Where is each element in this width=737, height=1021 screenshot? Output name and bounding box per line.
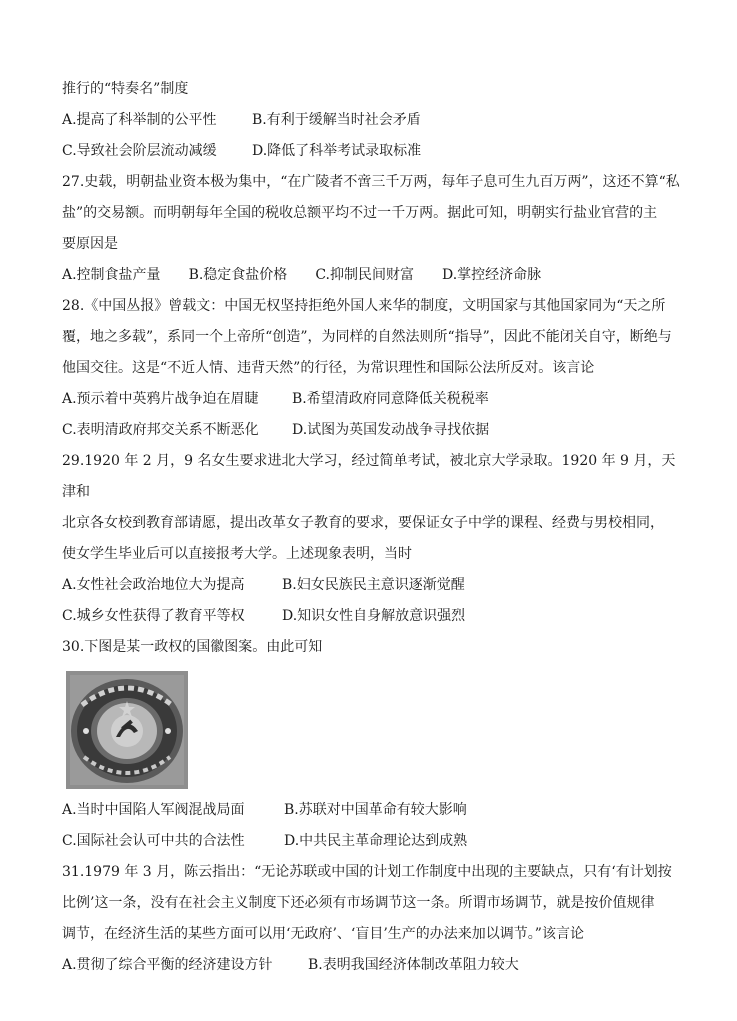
q29-options-row-2 <box>62 601 682 632</box>
question-31 <box>62 857 682 981</box>
q30-option-c[interactable]: C.国际社会认可中共的合法性 <box>62 833 245 849</box>
q30-stem: 30.下图是某一政权的国徽图案。由此可知 <box>62 639 323 655</box>
q29-option-d[interactable]: D.知识女性自身解放意识强烈 <box>282 608 466 624</box>
q28-stem-line-3: 他国交往。这是“不近人情、违背天然”的行径，为常识理性和国际公法所反对。该言论 <box>62 360 595 376</box>
q30-options-row-2 <box>62 826 682 857</box>
q26-options-row-2 <box>62 136 682 167</box>
q29-options-row-1 <box>62 570 682 601</box>
q27-stem-line-1: 27.史载，明朝盐业资本极为集中，“在广陵者不啻三千万两，每年子息可生九百万两”，这还不算“私 <box>62 174 680 190</box>
question-29 <box>62 446 682 632</box>
q29-option-b[interactable]: B.妇女民族民主意识逐渐觉醒 <box>282 577 465 593</box>
q27-option-c[interactable]: C.抑制民间财富 <box>315 267 414 283</box>
q31-option-a[interactable]: A.贯彻了综合平衡的经济建设方针 <box>62 957 273 973</box>
q28-option-c[interactable]: C.表明清政府邦交关系不断恶化 <box>62 422 259 438</box>
question-28 <box>62 291 682 446</box>
q27-stem-line-2: 盐”的交易额。而明朝每年全国的税收总额平均不过一千万两。据此可知，明朝实行盐业官营的主 <box>62 205 658 221</box>
q26-option-c[interactable]: C.导致社会阶层流动减缓 <box>62 143 217 159</box>
q31-options-row-1 <box>62 950 682 981</box>
q29-option-a[interactable]: A.女性社会政治地位大为提高 <box>62 577 245 593</box>
q30-option-b[interactable]: B.苏联对中国革命有较大影响 <box>284 802 467 818</box>
q28-option-d[interactable]: D.试图为英国发动战争寻找依据 <box>292 422 490 438</box>
q28-stem-line-1: 28.《中国丛报》曾载文：中国无权坚持拒绝外国人来华的制度，文明国家与其他国家同为“天之所 <box>62 298 666 314</box>
q31-option-b[interactable]: B.表明我国经济体制改革阻力较大 <box>308 957 519 973</box>
q27-options <box>62 260 682 291</box>
q27-option-d[interactable]: D.掌控经济命脉 <box>441 267 542 283</box>
q30-option-a[interactable]: A.当时中国陷人军阀混战局面 <box>62 802 245 818</box>
q26-stem-tail: 推行的“特奏名”制度 <box>62 81 189 97</box>
q28-options-row-2 <box>62 415 682 446</box>
q30-options-row-1 <box>62 795 682 826</box>
q27-stem-line-3: 要原因是 <box>62 236 118 252</box>
national-emblem-image <box>66 671 188 789</box>
q31-stem-line-1: 31.1979 年 3 月，陈云指出：“无论苏联或中国的计划工作制度中出现的主要缺点，只有‘有计划按 <box>62 864 672 880</box>
emblem-icon <box>66 671 188 789</box>
q26-option-d[interactable]: D.降低了科举考试录取标准 <box>252 143 422 159</box>
q28-options-row-1 <box>62 384 682 415</box>
q29-stem-line-3: 使女学生毕业后可以直接报考大学。上述现象表明，当时 <box>62 546 412 562</box>
q31-stem-line-3: 调节，在经济生活的某些方面可以用‘无政府’、‘盲目’生产的办法来加以调节。”该言论 <box>62 926 584 942</box>
q29-option-c[interactable]: C.城乡女性获得了教育平等权 <box>62 608 245 624</box>
q29-stem-line-1: 29.1920 年 2 月，9 名女生要求进北大学习，经过简单考试，被北京大学录取。1920 年 9 月，天津和 <box>62 453 676 500</box>
q28-option-b[interactable]: B.希望清政府同意降低关税税率 <box>292 391 489 407</box>
question-30 <box>62 632 682 857</box>
q30-option-d[interactable]: D.中共民主革命理论达到成熟 <box>284 833 468 849</box>
q26-option-a[interactable]: A.提高了科举制的公平性 <box>62 112 217 128</box>
q28-stem-line-2: 覆，地之多载”，系同一个上帝所“创造”，为同样的自然法则所“指导”，因此不能闭关自守，断绝与 <box>62 329 672 345</box>
exam-page <box>62 74 682 981</box>
q26-options-row-1 <box>62 105 682 136</box>
q26-option-b[interactable]: B.有利于缓解当时社会矛盾 <box>252 112 421 128</box>
q29-stem-line-2: 北京各女校到教育部请愿，提出改革女子教育的要求，要保证女子中学的课程、经费与男校相同， <box>62 515 664 531</box>
q28-option-a[interactable]: A.预示着中英鸦片战争迫在眉睫 <box>62 391 259 407</box>
q27-option-b[interactable]: B.稳定食盐价格 <box>188 267 288 283</box>
q27-option-a[interactable]: A.控制食盐产量 <box>62 267 161 283</box>
q31-stem-line-2: 比例’这一条，没有在社会主义制度下还必须有市场调节这一条。所谓市场调节，就是按价值规律 <box>62 895 655 911</box>
question-27 <box>62 167 682 291</box>
